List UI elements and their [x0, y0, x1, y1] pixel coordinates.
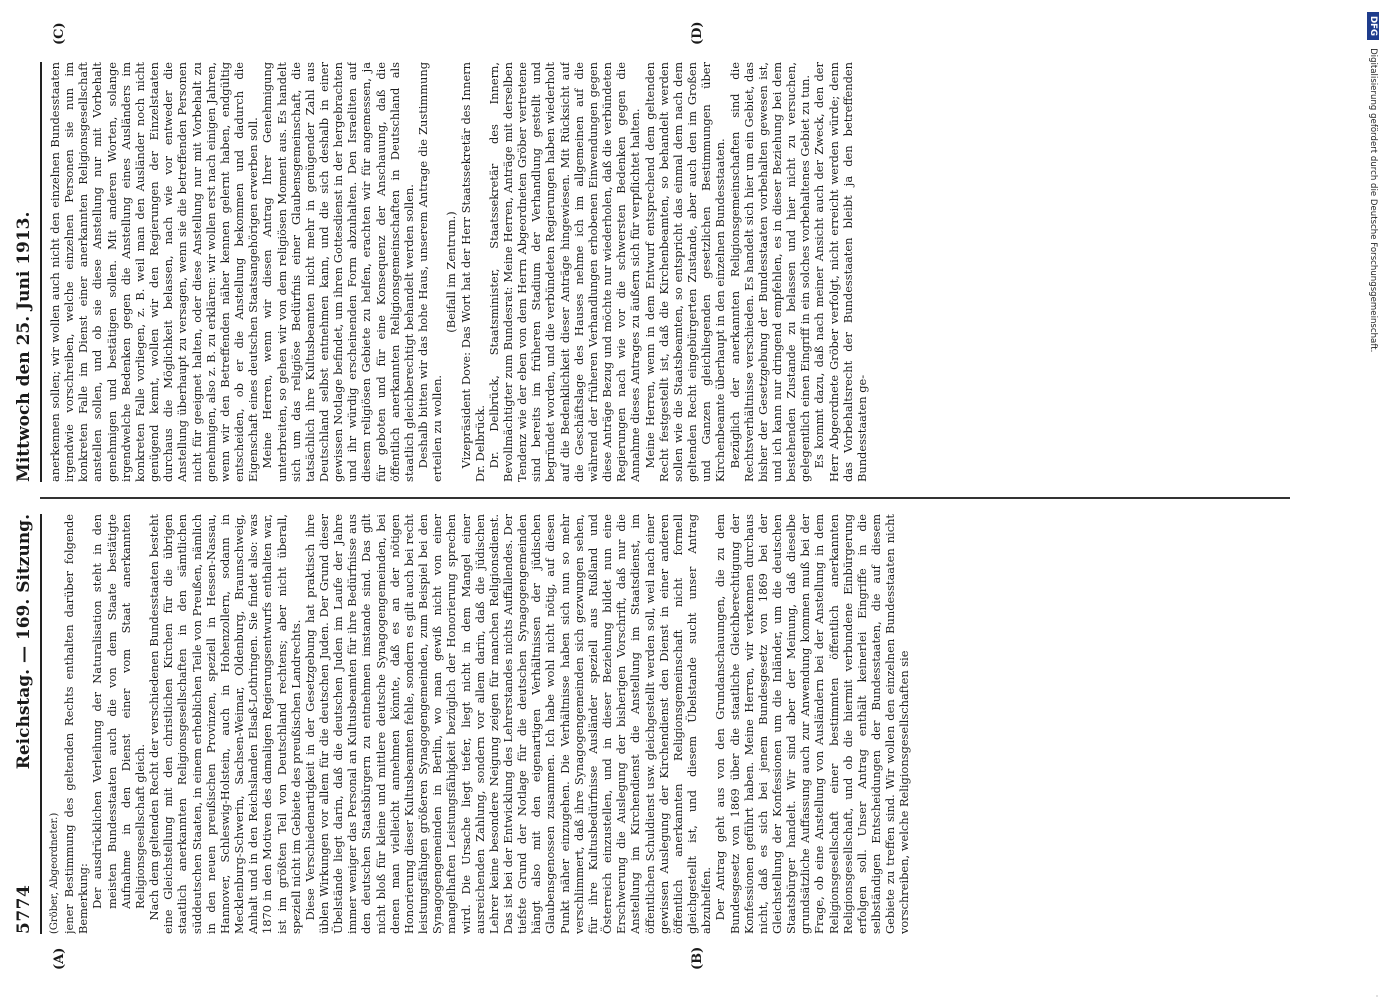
column-divider	[40, 498, 1290, 500]
running-head-left	[0, 514, 34, 934]
paragraph: Meine Herren, wenn in dem Entwurf entsprechend dem geltenden Recht festgestellt ist, daß die Kirchenbeamten, so behandelt werden sollen wie die Staatsbeamten, so entspricht das einmal dem nach dem geltenden Recht eingebürgerten Zustande, aber auch den im Großen und Ganzen gleichliegenden gesetzlichen Bestimmungen über Kirchenbeamte überhaupt in den einzelnen Bundesstaaten.	[642, 62, 728, 482]
text-column-right	[48, 62, 1298, 482]
paragraph: Bezüglich der anerkannten Religionsgemeinschaften sind die Rechtsverhältnisse verschieden. Es handelt sich hier um ein Gebiet, das bisher der Gesetzgebung der Bundesstaaten vorbehalten gewesen ist, und ich kann nur dringend empfehlen, es in dieser Beziehung bei dem bestehenden Zustande zu belassen und hier nicht zu versuchen, gelegentlich einen Eingriff in ein solches vorbehaltenes Gebiet zu tun.	[727, 62, 813, 482]
dfg-logo: DFG	[1367, 12, 1379, 40]
paragraph: Nach dem geltenden Recht der verschiedenen Bundesstaaten besteht eine Gleichstellung mit den christlichen Kirchen für die übrigen staatlich anerkannten Religionsgesellschaften in den sämtlichen süddeutschen Staaten, in einem erheblichen Teile von Preußen, nämlich in den neuen preußischen Provinzen, speziell in Hessen-Nassau, Hannover, Schleswig-Holstein, auch in Hohenzollern, sodann in Mecklenburg-Schwerin, Sachsen-Weimar, Oldenburg, Braunschweig, Anhalt und in den Reichslanden Elsaß-Lothringen. Sie findet also: was 1870 in den Motiven des damaligen Regierungsentwurfs enthalten war, ist im größten Teil von Deutschland rechtens; aber nicht überall, speziell nicht im Gebiete des preußischen Landrechts.	[147, 514, 303, 934]
scan-mark	[1376, 995, 1378, 997]
applause-note: (Beifall im Zentrum.)	[444, 211, 459, 333]
margin-letter-c: (C)	[52, 22, 67, 45]
president-statement: Vizepräsident Dove: Das Wort hat der Herr Staatssekretär des Innern Dr. Delbrück.	[458, 62, 487, 482]
running-head-right	[0, 62, 34, 482]
credit-text: Digitalisierung gefördert durch die Deutsche Forschungsgemeinschaft.	[1368, 48, 1378, 353]
header-rule-right	[40, 62, 42, 482]
paragraph: Dr. Delbrück, Staatsminister, Staatssekretär des Innern, Bevollmächtigter zum Bundesrat: Meine Herren, Anträge mit derselben Tendenz wie der eben von dem Herrn Abgeordneten Gröber vertretene sind bereits im früheren Stadium der Verhandlung gestellt und begründet worden, und die verbündeten Regierungen haben wiederholt auf die Bedenklichkeit dieser Anträge hingewiesen. Mit Rücksicht auf die Geschäftslage des Hauses nehme ich im allgemeinen auf die während der früheren Verhandlungen erhobenen Einwendungen gegen diese Anträge Bezug und möchte nur wiederholen, daß die verbündeten Regierungen nach wie vor die schwersten Bedenken gegen die Annahme dieses Antrages zu äußern sich für verpflichtet halten.	[486, 62, 643, 482]
digitization-credit	[1366, 12, 1380, 712]
block-quote: Der ausdrücklichen Verleihung der Naturalisation steht in den meisten Bundesstaaten auch die von dem Staate bestätigte Aufnahme in den Dienst einer vom Staat anerkannten Religionsgesellschaft gleich.	[90, 514, 147, 909]
paragraph: Der Antrag geht aus von den Grundanschauungen, die zu dem Bundesgesetz von 1869 über die staatliche Gleichberechtigung der Konfessionen geführt haben. Meine Herren, wir verkennen durchaus nicht, daß es sich bei jenem Bundesgesetz von 1869 bei der Gleichstellung der Konfessionen um die Inländer, um die deutschen Staatsbürger handelt. Wir sind aber der Meinung, daß dieselbe grundsätzliche Auffassung auch zur Anwendung kommen muß bei der Frage, ob eine Anstellung von Ausländern bei der Anstellung in dem Religionsgesellschaft einer bestimmten öffentlich anerkannten Religionsgesellschaft, und ob die hiermit verbundene Einbürgerung erfolgen soll. Unser Antrag enthält keinerlei Eingriffe in die selbständigen Entscheidungen der Bundesstaaten, die auf diesem Gebiete zu treffen sind. Wir wollen den einzelnen Bundesstaaten nicht vorschreiben, welche Religionsgesellschaften sie	[713, 514, 912, 934]
speaker-note: (Gröber, Abgeordneter.)	[49, 812, 60, 934]
paragraph: Meine Herren, wenn wir diesen Antrag Ihrer Genehmigung unterbreiten, so gehen wir von dem religiösen Moment aus. Es handelt sich um das religiöse Bedürfnis einer Glaubensgemeinschaft, die tatsächlich ihre Kultusbeamten nicht mehr in genügender Zahl aus Deutschland selbst entnehmen kann, und die sich deshalb in einer gewissen Notlage befindet, um ihren Gottesdienst in der hergebrachten und ihr würdig erscheinenden Form abzuhalten. Den Israeliten auf diesem religiösen Gebiete zu helfen, erachten wir für angemessen, ja für geboten und für eine Konsequenz der Anschauung, daß die öffentlich anerkannten Religionsgemeinschaften in Deutschland als staatlich gleichberechtigt behandelt werden sollen.	[260, 62, 416, 482]
margin-letter-d: (D)	[690, 21, 705, 45]
running-title-left: Reichstag. — 169. Sitzung.	[14, 514, 34, 770]
margin-letter-a: (A)	[52, 947, 67, 970]
header-rule-left	[40, 514, 42, 934]
text-column-left	[48, 514, 1298, 934]
paragraph: Es kommt dazu, daß nach meiner Ansicht auch der Zweck, den der Herr Abgeordnete Gröber verfolgt, nicht erreicht werden würde; denn das Vorbehaltsrecht der Bundesstaaten bleibt ja den betreffenden Bundesstaaten ge-	[812, 62, 869, 482]
paragraph: Deshalb bitten wir das hohe Haus, unserem Antrage die Zustimmung erteilen zu wollen.	[416, 62, 445, 482]
running-title-right: Mittwoch den 25. Juni 1913.	[14, 211, 34, 482]
paragraph: anerkennen sollen; wir wollen auch nicht den einzelnen Bundesstaaten irgendwie vorschreiben, welche einzelnen Personen sie nun im konkreten Falle im Dienst einer anerkannten Religionsgesellschaft anstellen sollen, und ob sie diese Anstellung nur mit Vorbehalt genehmigen und bestätigen sollen. Mit anderen Worten, solange irgendwelche Bedenken gegen die Anstellung eines Ausländers im konkreten Falle vorliegen, z. B. weil man den Ausländer noch nicht genügend kennt, wollen wir den Regierungen der Einzelstaaten durchaus die Möglichkeit belassen, nach wie vor entweder die Anstellung überhaupt zu versagen, wenn sie die betreffenden Personen nicht für geeignet halten, oder diese Anstellung nur mit Vorbehalt zu genehmigen, also z. B. zu erklären: wir wollen erst nach einigen Jahren, wenn wir den Betreffenden näher kennen gelernt haben, endgültig entscheiden, ob er die Anstellung bekommen und dadurch die Eigenschaft eines deutschen Staatsangehörigen erwerben soll.	[48, 62, 261, 482]
paragraph: Diese Verschiedenartigkeit in der Gesetzgebung hat praktisch ihre üblen Wirkungen vor allem für die deutschen Juden. Der Grund dieser Übelstände liegt darin, daß die deutschen Juden im Laufe der Jahre immer weniger das Personal an Kultusbeamten für ihre Bedürfnisse aus den deutschen Staatsbürgern zu entnehmen imstande sind. Das gilt nicht bloß für kleine und mittlere deutsche Synagogengemeinden, bei denen man vielleicht annehmen könnte, daß es an der nötigen Honorierung dieser Kultusbeamten fehle, sondern es gilt auch bei recht leistungsfähigen größeren Synagogengemeinden, zum Beispiel bei den Synagogengemeinden in Berlin, wo man gewiß nicht von einer mangelhaften Leistungsfähigkeit bezüglich der Honorierung sprechen wird. Die Ursache liegt tiefer, liegt nicht in dem Mangel einer ausreichenden Zahlung, sondern vor allem darin, daß die jüdischen Lehrer keine besondere Neigung zeigen für manchen Religionsdienst. Das ist bei der Entwicklung des Lehrerstandes nichts Auffallendes. Der tiefste Grund der Notlage für die deutschen Synagogengemeinden hängt also mit den eigenartigen Verhältnissen der jüdischen Glaubensgenossen zusammen. Ich habe wohl nicht nötig, auf diesen Punkt näher einzugehen. Die Verhältnisse haben sich nun so mehr verschlimmert, daß ihre Synagogengemeinden sich gezwungen sehen, für ihre Kultusbedürfnisse Ausländer speziell aus Rußland und Österreich einzustellen, und in dieser Beziehung bildet nun eine Erschwerung die Auslegung der bisherigen Vorschrift, daß nur die Anstellung im Kirchendienst die Anstellung im Staatsdienst, im öffentlichen Schuldienst usw. gleichgestellt werden soll, weil nach einer gewissen Auslegung der Kirchendienst den Dienst in einer anderen öffentlich anerkannten Religionsgemeinschaft nicht formell gleichgestellt ist, und diesem Übelstande sucht unser Antrag abzuhelfen.	[302, 514, 714, 934]
paragraph: jener Bestimmung des geltenden Rechts enthalten darüber folgende Bemerkung:	[62, 514, 91, 934]
page-number: 5774	[14, 884, 34, 934]
margin-letter-b: (B)	[690, 946, 705, 970]
